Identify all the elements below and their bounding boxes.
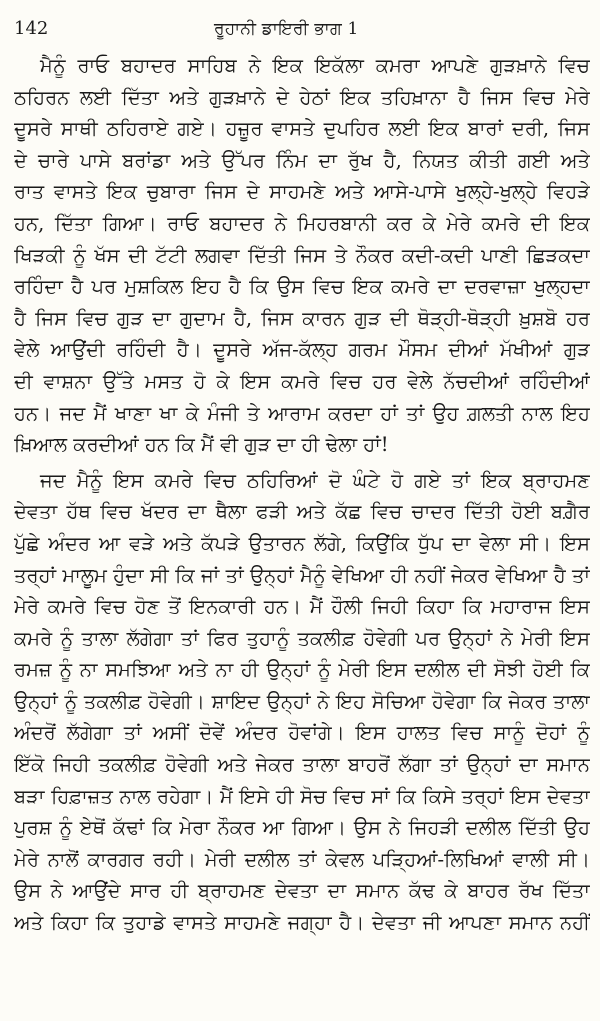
text-line: ਠਹਿਰਨ ਲਈ ਦਿੱਤਾ ਅਤੇ ਗੁੜਖ਼ਾਨੇ ਦੇ ਹੇਠਾਂ ਇਕ ਤਹਿਖ਼ਾਨਾ ਹੈ ਜਿਸ ਵਿਚ ਮੇਰੇ — [14, 85, 590, 109]
text-line: ਰਮਜ਼ ਨੂੰ ਨਾ ਸਮਝਿਆ ਅਤੇ ਨਾ ਹੀ ਉਨ੍ਹਾਂ ਨੂੰ ਮੇਰੀ ਇਸ ਦਲੀਲ ਦੀ ਸੋਝੀ ਹੋਈ ਕਿ — [14, 658, 590, 682]
text-line: ਰਹਿੰਦਾ ਹੈ ਪਰ ਮੁਸ਼ਕਿਲ ਇਹ ਹੈ ਕਿ ਉਸ ਵਿਚ ਇਕ ਕਮਰੇ ਦਾ ਦਰਵਾਜ਼ਾ ਖੁਲ੍ਹਦਾ — [14, 275, 590, 299]
text-line: ਦੂਸਰੇ ਸਾਥੀ ਠਹਿਰਾਏ ਗਏ। ਹਜ਼ੂਰ ਵਾਸਤੇ ਦੁਪਹਿਰ ਲਈ ਇਕ ਬਾਰਾਂ ਦਰੀ, ਜਿਸ — [14, 117, 590, 141]
text-line: ਦੀ ਵਾਸ਼ਨਾ ਉੱਤੇ ਮਸਤ ਹੋ ਕੇ ਇਸ ਕਮਰੇ ਵਿਚ ਹਰ ਵੇਲੇ ਨੱਚਦੀਆਂ ਰਹਿੰਦੀਆਂ — [14, 369, 590, 393]
paragraph-2 — [14, 465, 590, 939]
text-line: ਇੱਕੋ ਜਿਹੀ ਤਕਲੀਫ਼ ਹੋਵੇਗੀ ਅਤੇ ਜੇਕਰ ਤਾਲਾ ਬਾਹਰੋਂ ਲੱਗਾ ਤਾਂ ਉਨ੍ਹਾਂ ਦਾ ਸਮਾਨ — [14, 753, 590, 777]
text-line: ਮੈਨੂੰ ਰਾਓ ਬਹਾਦਰ ਸਾਹਿਬ ਨੇ ਇਕ ਇਕੱਲਾ ਕਮਰਾ ਆਪਣੇ ਗੁੜਖ਼ਾਨੇ ਵਿਚ — [40, 54, 590, 77]
text-line: ਉਸ ਨੇ ਆਉਂਦੇ ਸਾਰ ਹੀ ਬ੍ਰਾਹਮਣ ਦੇਵਤਾ ਦਾ ਸਮਾਨ ਕੱਢ ਕੇ ਬਾਹਰ ਰੱਖ ਦਿੱਤਾ — [14, 879, 590, 903]
text-line: ਹਨ। ਜਦ ਮੈਂ ਖਾਣਾ ਖਾ ਕੇ ਮੰਜੀ ਤੇ ਆਰਾਮ ਕਰਦਾ ਹਾਂ ਤਾਂ ਉਹ ਗ਼ਲਤੀ ਨਾਲ ਇਹ — [14, 401, 590, 425]
text-line: ਮੇਰੇ ਨਾਲੋਂ ਕਾਰਗਰ ਰਹੀ। ਮੇਰੀ ਦਲੀਲ ਤਾਂ ਕੇਵਲ ਪੜ੍ਹਿਆਂ-ਲਿਖਿਆਂ ਵਾਲੀ ਸੀ। — [14, 847, 590, 871]
page-number: 142 — [14, 18, 49, 39]
text-line: ਕਮਰੇ ਨੂੰ ਤਾਲਾ ਲੱਗੇਗਾ ਤਾਂ ਫਿਰ ਤੁਹਾਨੂੰ ਤਕਲੀਫ਼ ਹੋਵੇਗੀ ਪਰ ਉਨ੍ਹਾਂ ਨੇ ਮੇਰੀ ਇਸ — [14, 626, 590, 650]
running-head — [14, 18, 590, 44]
text-line: ਮੇਰੇ ਕਮਰੇ ਵਿਚ ਹੋਣ ਤੋਂ ਇਨਕਾਰੀ ਹਨ। ਮੈਂ ਹੌਲੀ ਜਿਹੀ ਕਿਹਾ ਕਿ ਮਹਾਰਾਜ ਇਸ — [14, 595, 590, 619]
text-line: ਹੈ ਜਿਸ ਵਿਚ ਗੁੜ ਦਾ ਗੁਦਾਮ ਹੈ, ਜਿਸ ਕਾਰਨ ਗੁੜ ਦੀ ਥੋੜ੍ਹੀ-ਥੋੜ੍ਹੀ ਖ਼ੁਸ਼ਬੋ ਹਰ — [14, 306, 590, 330]
book-title: ਰੂਹਾਨੀ ਡਾਇਰੀ ਭਾਗ 1 — [214, 19, 359, 39]
text-line: ਵੇਲੇ ਆਉਂਦੀ ਰਹਿੰਦੀ ਹੈ। ਦੂਸਰੇ ਅੱਜ-ਕੱਲ੍ਹ ਗਰਮ ਮੌਸਮ ਦੀਆਂ ਮੱਖੀਆਂ ਗੁੜ — [14, 338, 590, 362]
paragraph-1 — [14, 50, 590, 461]
text-line: ਤਰ੍ਹਾਂ ਮਾਲੂਮ ਹੁੰਦਾ ਸੀ ਕਿ ਜਾਂ ਤਾਂ ਉਨ੍ਹਾਂ ਮੈਨੂੰ ਵੇਖਿਆ ਹੀ ਨਹੀਂ ਜੇਕਰ ਵੇਖਿਆ ਹੈ ਤਾਂ — [14, 563, 590, 587]
text-line: ਪੁਰਸ਼ ਨੂੰ ਏਥੋਂ ਕੱਢਾਂ ਕਿ ਮੇਰਾ ਨੌਕਰ ਆ ਗਿਆ। ਉਸ ਨੇ ਜਿਹੜੀ ਦਲੀਲ ਦਿੱਤੀ ਉਹ — [14, 816, 590, 840]
text-line: ਪੁੱਛੇ ਅੰਦਰ ਆ ਵੜੇ ਅਤੇ ਕੱਪੜੇ ਉਤਾਰਨ ਲੱਗੇ, ਕਿਉਂਕਿ ਧੁੱਪ ਦਾ ਵੇਲਾ ਸੀ। ਇਸ — [14, 531, 590, 555]
text-line: ਰਾਤ ਵਾਸਤੇ ਇਕ ਚੁਬਾਰਾ ਜਿਸ ਦੇ ਸਾਹਮਣੇ ਅਤੇ ਆਸੇ-ਪਾਸੇ ਖੁਲ੍ਹੇ-ਖੁਲ੍ਹੇ ਵਿਹੜੇ — [14, 180, 590, 204]
text-line: ਅਤੇ ਕਿਹਾ ਕਿ ਤੁਹਾਡੇ ਵਾਸਤੇ ਸਾਹਮਣੇ ਜਗ੍ਹਾ ਹੈ। ਦੇਵਤਾ ਜੀ ਆਪਣਾ ਸਮਾਨ ਨਹੀਂ — [14, 911, 590, 935]
text-line: ਦੇ ਚਾਰੇ ਪਾਸੇ ਬਰਾਂਡਾ ਅਤੇ ਉੱਪਰ ਨਿੰਮ ਦਾ ਰੁੱਖ ਹੈ, ਨਿਯਤ ਕੀਤੀ ਗਈ ਅਤੇ — [14, 148, 590, 172]
text-line: ਜਦ ਮੈਨੂੰ ਇਸ ਕਮਰੇ ਵਿਚ ਠਹਿਰਿਆਂ ਦੋ ਘੰਟੇ ਹੋ ਗਏ ਤਾਂ ਇਕ ਬ੍ਰਾਹਮਣ — [40, 468, 590, 492]
text-line: ਅੰਦਰੋਂ ਲੱਗੇਗਾ ਤਾਂ ਅਸੀਂ ਦੋਵੇਂ ਅੰਦਰ ਹੋਵਾਂਗੇ। ਇਸ ਹਾਲਤ ਵਿਚ ਸਾਨੂੰ ਦੋਹਾਂ ਨੂੰ — [14, 721, 590, 745]
text-line: ਉਨ੍ਹਾਂ ਨੂੰ ਤਕਲੀਫ਼ ਹੋਵੇਗੀ। ਸ਼ਾਇਦ ਉਨ੍ਹਾਂ ਨੇ ਇਹ ਸੋਚਿਆ ਹੋਵੇਗਾ ਕਿ ਜੇਕਰ ਤਾਲਾ — [14, 689, 590, 713]
text-line: ਬੜਾ ਹਿਫ਼ਾਜ਼ਤ ਨਾਲ ਰਹੇਗਾ। ਮੈਂ ਇਸੇ ਹੀ ਸੋਚ ਵਿਚ ਸਾਂ ਕਿ ਕਿਸੇ ਤਰ੍ਹਾਂ ਇਸ ਦੇਵਤਾ — [14, 784, 590, 808]
text-line: ਖ਼ਿਆਲ ਕਰਦੀਆਂ ਹਨ ਕਿ ਮੈਂ ਵੀ ਗੁੜ ਦਾ ਹੀ ਢੇਲਾ ਹਾਂ! — [14, 433, 389, 457]
text-line: ਖਿੜਕੀ ਨੂੰ ਖੱਸ ਦੀ ਟੱਟੀ ਲਗਵਾ ਦਿੱਤੀ ਜਿਸ ਤੇ ਨੌਕਰ ਕਦੀ-ਕਦੀ ਪਾਣੀ ਛਿੜਕਦਾ — [14, 243, 590, 267]
text-line: ਹਨ, ਦਿੱਤਾ ਗਿਆ। ਰਾਓ ਬਹਾਦਰ ਨੇ ਮਿਹਰਬਾਨੀ ਕਰ ਕੇ ਮੇਰੇ ਕਮਰੇ ਦੀ ਇਕ — [14, 211, 590, 235]
text-line: ਦੇਵਤਾ ਹੱਥ ਵਿਚ ਖੱਦਰ ਦਾ ਥੈਲਾ ਫੜੀ ਅਤੇ ਕੱਛ ਵਿਚ ਚਾਦਰ ਦਿੱਤੀ ਹੋਈ ਬਗ਼ੈਰ — [14, 500, 590, 524]
